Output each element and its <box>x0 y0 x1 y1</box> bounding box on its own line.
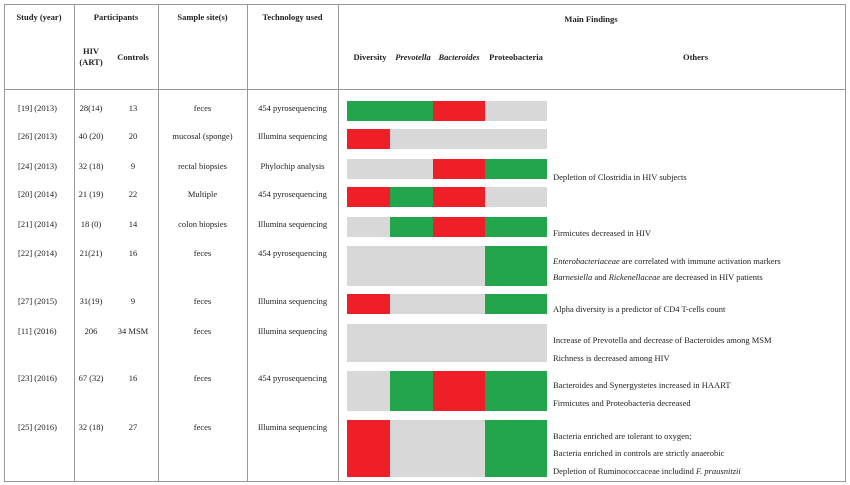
row-controls: 34 MSM <box>117 326 149 336</box>
row-other-finding: Firmicutes and Proteobacteria decreased <box>553 398 691 408</box>
header-main-findings: Main Findings <box>564 14 618 24</box>
row-other-finding: Depletion of Ruminococcaceae includind F. prausnitzii <box>553 466 741 476</box>
finding-cell-no-change <box>390 129 547 149</box>
row-study: [27] (2015) <box>18 296 57 306</box>
row-sample-site: feces <box>193 326 212 336</box>
row-study: [22] (2014) <box>18 248 57 258</box>
finding-cell-no-change <box>485 187 547 207</box>
finding-cell-no-change <box>347 246 485 286</box>
row-controls: 9 <box>130 296 136 306</box>
row-other-finding: Bacteria enriched are tolerant to oxygen; <box>553 431 692 441</box>
row-study: [23] (2016) <box>18 373 57 383</box>
finding-cell-increase <box>485 217 547 237</box>
row-other-finding: Alpha diversity is a predictor of CD4 T-cells count <box>553 304 726 314</box>
column-divider <box>338 4 339 481</box>
row-other-finding: Depletion of Clostridia in HIV subjects <box>553 172 687 182</box>
finding-cell-increase <box>485 420 547 477</box>
row-sample-site: feces <box>193 248 212 258</box>
finding-cell-no-change <box>390 420 485 477</box>
finding-cell-no-change <box>347 324 547 362</box>
finding-cell-increase <box>390 217 433 237</box>
column-divider <box>247 4 248 481</box>
header-controls: Controls <box>117 52 149 62</box>
row-hiv-art: 31(19) <box>79 296 103 306</box>
row-hiv-art: 206 <box>84 326 98 336</box>
row-hiv-art: 28(14) <box>79 103 103 113</box>
header-bacteroides: Bacteroides <box>438 52 480 62</box>
row-controls: 9 <box>130 161 136 171</box>
row-hiv-art: 40 (20) <box>78 131 104 141</box>
row-technology: 454 pyrosequencing <box>258 103 327 113</box>
row-technology: 454 pyrosequencing <box>258 248 327 258</box>
row-controls: 27 <box>128 422 138 432</box>
finding-cell-decrease <box>433 187 485 207</box>
row-technology: Illumina sequencing <box>257 219 328 229</box>
row-controls: 22 <box>128 189 138 199</box>
header-participants: Participants <box>93 12 139 22</box>
row-sample-site: colon biopsies <box>178 219 227 229</box>
finding-cell-no-change <box>347 217 390 237</box>
finding-cell-decrease <box>347 294 390 314</box>
row-technology: Phylochip analysis <box>260 161 325 171</box>
row-controls: 16 <box>128 248 138 258</box>
header-hiv-art-line2: (ART) <box>79 57 103 67</box>
finding-cell-decrease <box>433 159 485 179</box>
header-others: Others <box>682 52 709 62</box>
row-technology: Illumina sequencing <box>257 422 328 432</box>
finding-cell-decrease <box>433 371 485 411</box>
row-technology: 454 pyrosequencing <box>258 189 327 199</box>
row-sample-site: feces <box>193 296 212 306</box>
row-other-finding: Richness is decreased among HIV <box>553 353 670 363</box>
header-diversity: Diversity <box>353 52 387 62</box>
column-divider <box>74 4 75 481</box>
finding-cell-decrease <box>433 101 485 121</box>
row-study: [24] (2013) <box>18 161 57 171</box>
row-controls: 14 <box>128 219 138 229</box>
column-divider <box>158 4 159 481</box>
row-study: [19] (2013) <box>18 103 57 113</box>
finding-cell-no-change <box>390 294 485 314</box>
row-other-finding: Firmicutes decreased in HIV <box>553 228 651 238</box>
row-controls: 16 <box>128 373 138 383</box>
finding-cell-increase <box>485 371 547 411</box>
row-sample-site: Multiple <box>187 189 218 199</box>
finding-cell-increase <box>485 246 547 286</box>
finding-cell-increase <box>485 159 547 179</box>
row-sample-site: feces <box>193 373 212 383</box>
row-technology: 454 pyrosequencing <box>258 373 327 383</box>
row-hiv-art: 32 (18) <box>78 422 104 432</box>
header-technology: Technology used <box>262 12 323 22</box>
header-study: Study (year) <box>16 12 62 22</box>
finding-cell-increase <box>347 101 433 121</box>
header-prevotella: Prevotella <box>395 52 431 62</box>
row-study: [21] (2014) <box>18 219 57 229</box>
finding-cell-increase <box>485 294 547 314</box>
row-other-finding: Increase of Prevotella and decrease of Bacteroides among MSM <box>553 335 772 345</box>
finding-cell-decrease <box>433 217 485 237</box>
header-proteobacteria: Proteobacteria <box>489 52 543 62</box>
row-other-finding: Enterobacteriaceae are correlated with immune activation markers <box>553 256 781 266</box>
row-hiv-art: 21 (19) <box>78 189 104 199</box>
finding-cell-decrease <box>347 129 390 149</box>
finding-cell-no-change <box>347 159 433 179</box>
row-hiv-art: 67 (32) <box>78 373 104 383</box>
finding-cell-no-change <box>485 101 547 121</box>
finding-cell-decrease <box>347 420 390 477</box>
row-study: [11] (2016) <box>18 326 57 336</box>
header-sample-site: Sample site(s) <box>177 12 228 22</box>
row-sample-site: mucosal (sponge) <box>172 131 233 141</box>
row-controls: 13 <box>128 103 138 113</box>
finding-cell-increase <box>390 371 433 411</box>
row-hiv-art: 32 (18) <box>78 161 104 171</box>
row-other-finding: Barnesiella and Rickenellaceae are decreased in HIV patients <box>553 272 763 282</box>
row-technology: Illumina sequencing <box>257 326 328 336</box>
row-study: [26] (2013) <box>18 131 57 141</box>
header-hiv-art-line1: HIV <box>82 46 100 56</box>
row-hiv-art: 18 (0) <box>80 219 102 229</box>
row-technology: Illumina sequencing <box>257 296 328 306</box>
header-rule <box>4 89 845 90</box>
row-hiv-art: 21(21) <box>79 248 103 258</box>
row-other-finding: Bacteria enriched in controls are strictly anaerobic <box>553 448 725 458</box>
finding-cell-decrease <box>347 187 390 207</box>
row-other-finding: Bacteroides and Synergystetes increased in HAART <box>553 380 731 390</box>
row-study: [25] (2016) <box>18 422 57 432</box>
row-sample-site: rectal biopsies <box>178 161 227 171</box>
row-sample-site: feces <box>193 422 212 432</box>
row-sample-site: feces <box>193 103 212 113</box>
finding-cell-no-change <box>347 371 390 411</box>
row-controls: 20 <box>128 131 138 141</box>
row-study: [20] (2014) <box>18 189 57 199</box>
finding-cell-increase <box>390 187 433 207</box>
row-technology: Illumina sequencing <box>257 131 328 141</box>
